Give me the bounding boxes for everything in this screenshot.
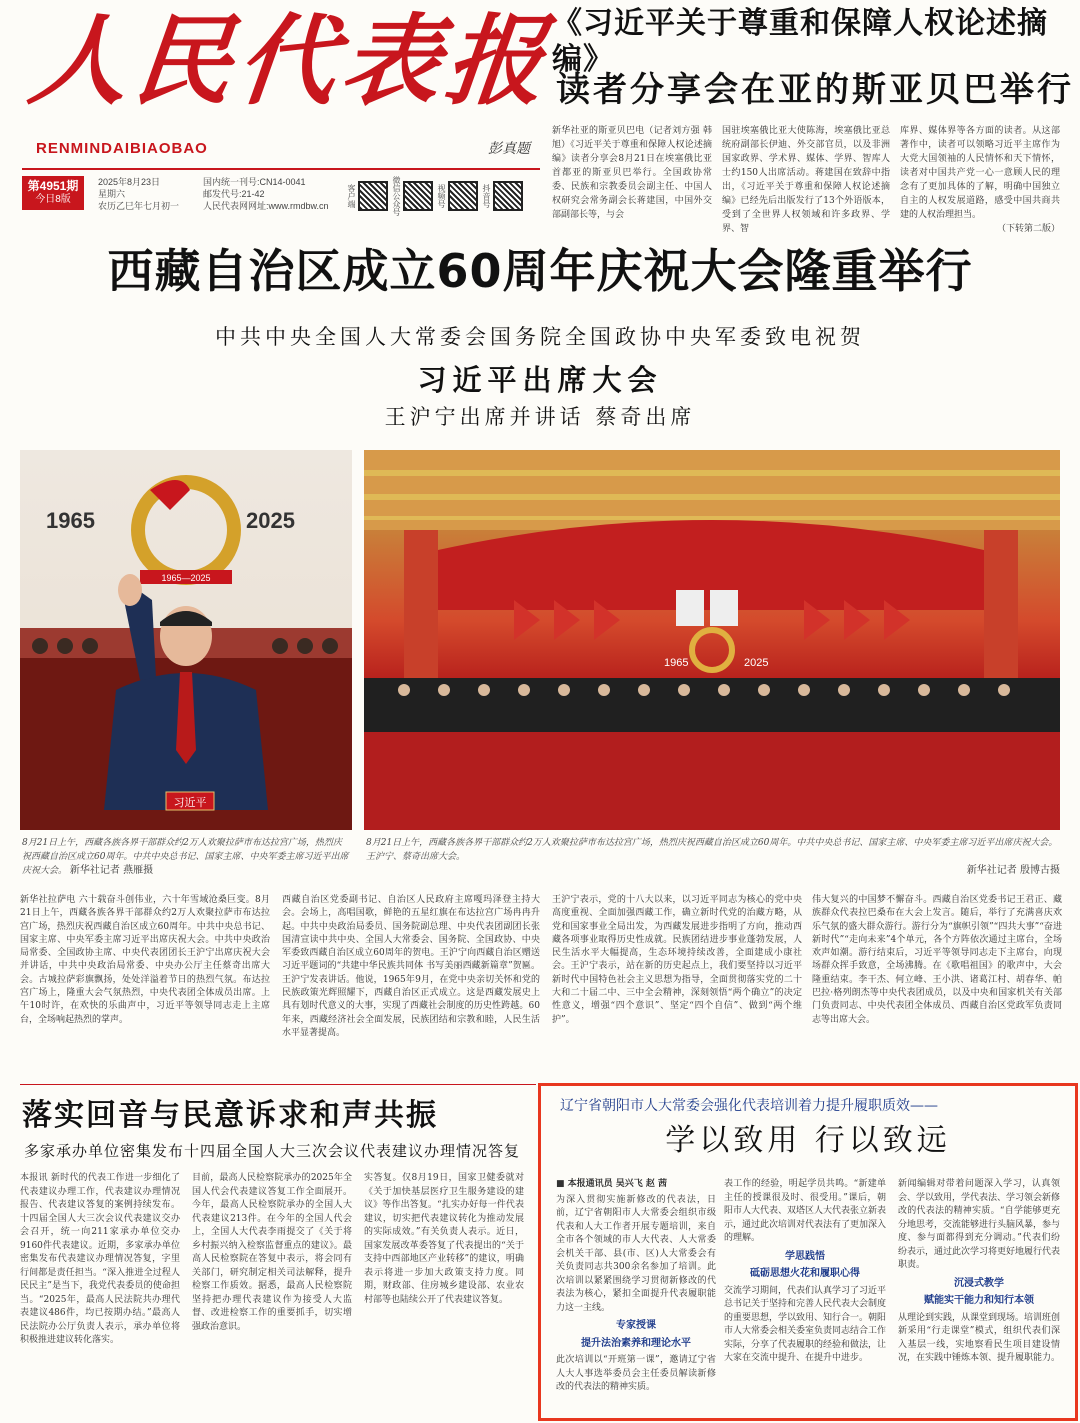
red-carpet	[364, 732, 1060, 830]
top-story-col-3	[900, 124, 1060, 236]
right-col-1b-text: 此次培训以“开班第一课”，邀请辽宁省人大人事选举委员会主任委员解读新修改的代表法的精神实质。	[556, 1355, 716, 1392]
page-count: 今日8版	[35, 194, 71, 205]
main-subhead-3: 王沪宁出席并讲话 蔡奇出席	[384, 405, 696, 429]
right-col-1-text: 为深入贯彻实施新修改的代表法，日前，辽宁省朝阳市人大常委会组织市级代表和人大工作者开展专题培训，来自全市各个领域的市人大代表、人大常委会机关干部、县(市、区)人大常委会有关负责同志共300余名参加了培训。此次培训以紧紧围绕学习贯彻新修改的代表法为核心，紧扣全面提升代表履职能力这一主线。	[556, 1194, 716, 1313]
date-weekday: 星期六	[98, 189, 126, 199]
main-subhead-1: 中共中央全国人大常委会国务院全国政协中央军委致电祝贺	[215, 325, 865, 349]
right-story-col-2	[724, 1178, 886, 1366]
left-story-headline[interactable]: 落实回音与民意诉求和声共振	[22, 1098, 438, 1133]
top-story-headline-2[interactable]: 读者分享会在亚的斯亚贝巴举行	[556, 70, 1074, 110]
photo-1-caption	[22, 836, 350, 878]
issue-info-bar	[22, 168, 540, 214]
portrait-1	[676, 590, 704, 626]
left-story-col-2: 目前，最高人民检察院承办的2025年全国人代会代表建议答复工作全面展开。今年，最高人民检察院承办的全国人大代表建议213件。在今年的全国人代会上，全国人大代表李雨提交了《关于将乡村振兴纳入检察监督重点的建议》。最高人民检察院在答复中表示，将会同有关部门，研究制定相关司法解释，提升检察工作质效。据悉，最高人民检察院坚持把办理代表建议作为接受人大监督、改进检察工作的重要抓手，切实增强政治意识。	[192, 1173, 352, 1332]
qr-code-item[interactable]: 抖音号	[482, 176, 523, 216]
left-story-col-3: 实答复。仅8月19日，国家卫健委就对《关于加快基层医疗卫生服务建设的建议》等作出答复。“扎实办好每一件代表建议，切实把代表建议转化为推动发展的实际成效。”有关负责人表示。近日，国家发展改革委答复了代表提出的“关于支持中西部地区产业转移”的建议，明确表示将进一步加大政策支持力度。同期，财政部、住房城乡建设部、农业农村部等也陆续公开了代表建议答复。	[364, 1173, 524, 1305]
qr-code-icon	[403, 181, 433, 211]
nameplate-text: 习近平	[173, 796, 207, 809]
date-gregorian: 2025年8月23日	[98, 177, 161, 187]
newspaper-logo: 人民代表报	[24, 4, 557, 119]
main-body-col-4: 伟大复兴的中国梦不懈奋斗。西藏自治区党委书记王君正、藏族群众代表拉巴桑布在大会上发言。随后，举行了充满喜庆欢乐气氛的盛大群众游行。游行分为“旗帜引领”“四共大事”“奋进新时代”“走向未来”4个单元，各个方阵依次通过主席台，全场欢声如潮。游行结束后，习近平等领导同志走下主席台，向现场群众挥手致意，全场沸腾。在《歌唱祖国》的歌声中，大会隆重结束。李干杰、何立峰、王小洪、诸葛江村、胡春华、帕巴拉·格列朗杰等中央代表团成员，以及中央和国家机关有关部门负责同志、中央代表团全体成员、西藏自治区党政军负责同志等出席大会。	[812, 895, 1062, 1025]
right-col-3b-text: 从理论到实践，从课堂到现场。培训班创新采用“行走课堂”模式，组织代表们深入基层一线，实地察看民生项目建设情况，在实践中锤炼本领、提升履职能力。	[898, 1312, 1061, 1363]
right-col-2b-text: 交流学习期间，代表们认真学习了习近平总书记关于坚持和完善人民代表大会制度的重要思想，学以致用、知行合一。朝阳市人大常委会相关委室负责同志结合工作实际，分享了代表履职的经验和做法，让大家在交流中提升、在提升中进步。	[724, 1285, 887, 1363]
postal-code: 邮发代号:21-42	[203, 189, 265, 199]
top-story-headline[interactable]: 《习近平关于尊重和保障人权论述摘编》	[552, 6, 1048, 77]
caption-1-text: 8月21日上午，西藏各族各界干部群众约2万人欢聚拉萨市布达拉宫广场，热烈庆祝西藏自治区成立60周年。中共中央总书记、国家主席、中央军委主席习近平出席庆祝大会。	[22, 838, 349, 876]
photo-2-caption	[366, 836, 1060, 878]
right-story-col-3	[898, 1178, 1060, 1366]
qr-codes	[347, 176, 523, 216]
right-subhead-2: 学思践悟	[785, 1250, 825, 1262]
photo-celebration-stage[interactable]	[364, 450, 1060, 830]
qr-code-icon	[493, 181, 523, 211]
photo-1-illustration	[20, 450, 352, 830]
stage-year-right: 2025	[744, 657, 769, 669]
qr-code-icon	[448, 181, 478, 211]
main-body-col-3: 王沪宁表示，党的十八大以来，以习近平同志为核心的党中央高度重视、全面加强西藏工作，确立新时代党的治藏方略，从党和国家事业全局出发，为西藏发展进步指明了方向，推动西藏各项事业取得历史性成就。民族团结进步事业蓬勃发展，人民生活水平大幅提高，生态环境持续改善，全面建成小康社会。王沪宁表示，站在新的历史起点上，我们要坚持以习近平新时代中国特色社会主义思想为指导，全面贯彻落实党的二十大和二十届二中、三中全会精神，深刻领悟“两个确立”的决定性意义，增强“四个意识”、坚定“四个自信”、做到“两个维护”。	[552, 895, 802, 1025]
main-body-col-1: 新华社拉萨电 六十载奋斗创伟业，六十年雪域沧桑巨变。8月21日上午，西藏各族各界干部群众约2万人欢聚拉萨市布达拉宫广场，热烈庆祝西藏自治区成立60周年。中共中央总书记、国家主席、中央军委主席习近平出席庆祝大会。中共中央政治局常委、全国政协主席、中央代表团团长王沪宁出席庆祝大会并讲话，中共中央政治局常委、中央办公厅主任蔡奇出席大会。古城拉萨彩旗飘扬，处处洋溢着节日的热烈气氛。布达拉宫广场上，隆重大会气氛热烈，中央代表团全体成员出席。上午10时许，在欢快的乐曲声中，习近平等领导同志走上主席台，全场响起热烈的掌声。	[20, 895, 270, 1025]
right-story-col-1	[556, 1178, 716, 1395]
photo-leader-waving[interactable]	[20, 450, 352, 830]
right-col-2-text: 表工作的经验，明起学员共鸣。“新建单主任的授课很及时、很受用。”课后，朝阳市人大代表、双塔区人大代表张立新表示，通过此次培训对代表法有了更加深入的理解。	[724, 1179, 887, 1243]
qr-code-item[interactable]: 视频号	[437, 176, 478, 216]
right-subhead-3b: 赋能实干能力和知行本领	[924, 1295, 1034, 1306]
qr-code-item[interactable]: 客户端	[347, 176, 388, 216]
top-story-col-1: 新华社亚的斯亚贝巴电（记者刘方强 韩旭）《习近平关于尊重和保障人权论述摘编》读者分享会8月21日在埃塞俄比亚首都亚的斯亚贝巴举行。全国政协常委、民族和宗教委员会副主任、中国人权研究会常务副会长蒋建国，中国外交部副部长等，与会	[552, 126, 712, 220]
year-left: 1965	[46, 508, 95, 533]
main-headline[interactable]: 西藏自治区成立60周年庆祝大会隆重举行	[107, 244, 973, 298]
anniversary-emblem	[138, 482, 234, 578]
left-story-subhead: 多家承办单位密集发布十四届全国人大三次会议代表建议办理情况答复	[24, 1142, 521, 1160]
emblem-badge-text: 1965—2025	[161, 573, 211, 583]
issue-badge	[22, 176, 84, 210]
right-subhead-3: 沉浸式教学	[954, 1277, 1004, 1289]
photo-1-credit: 新华社记者 燕雁摄	[69, 865, 154, 876]
right-story-headline[interactable]: 学以致用 行以致远	[665, 1123, 951, 1158]
stage-year-left: 1965	[664, 657, 689, 669]
byline: ■ 本报通讯员 吴兴飞 赵 茜	[556, 1179, 668, 1189]
photo-2-illustration	[364, 450, 1060, 830]
right-subhead-2b: 砥砺思想火花和履职心得	[750, 1268, 860, 1279]
right-col-3-text: 新闻编辑对带着问题深入学习，认真领会、学以致用，学代表法、学习领会新修改的代表法的精神实质。“自学能够更充分地思考，交流能够进行头脑风暴，参与度、参与面都得到充分调动。”代表们纷纷表示，通过此次学习将更好地履行代表职责。	[898, 1179, 1061, 1270]
right-subhead-1: 专家授课	[616, 1320, 656, 1331]
person-hair	[160, 611, 212, 626]
right-subhead-1b: 提升法治素养和理论水平	[581, 1337, 691, 1349]
issue-number: 第4951期	[27, 179, 79, 193]
top-story-col-2: 国驻埃塞俄比亚大使陈海，埃塞俄比亚总统府副部长伊迪、外交部官员，以及非洲国家政界、学术界、媒体、学界、智库人士约150人出席活动。蒋建国在致辞中指出，《习近平关于尊重和保障人权论述摘编》已经先后出版发行了13个外语版本，受到了全世界人权领域和许多政界、学界、智	[722, 126, 890, 234]
main-subhead-2: 习近平出席大会	[417, 363, 663, 397]
continued-note[interactable]: （下转第二版）	[996, 224, 1060, 234]
calligraphy-signature: 彭真题	[488, 141, 530, 157]
date-lunar: 农历乙巳年七月初一	[98, 201, 180, 211]
year-right: 2025	[246, 508, 295, 533]
caption-2-text: 8月21日上午，西藏各族各界干部群众约2万人欢聚拉萨市布达拉宫广场，热烈庆祝西藏自治区成立60周年。中共中央总书记、国家主席、中央军委主席习近平出席庆祝大会。王沪宁、蔡奇出席大会。	[366, 838, 1058, 862]
top-story-col-3-text: 库界、媒体界等各方面的读者。从这部著作中，读者可以领略习近平主席作为大党大国领袖的人民情怀和天下情怀，读者对中国共产党一心一意顾人民的理念有了更加具体的了解，明确中国独立自主的人权发展道路，感受中国共商共建的人权治理担当。	[900, 126, 1060, 220]
rostrum-people	[364, 678, 1060, 732]
section-divider	[20, 1084, 536, 1085]
publication-code: 国内统一刊号:CN14-0041	[203, 177, 306, 187]
right-story-kicker: 辽宁省朝阳市人大常委会强化代表培训着力提升履职质效——	[560, 1098, 938, 1114]
left-story-col-1: 本报讯 新时代的代表工作进一步细化了代表建议办理工作，代表建议办理情况报告、代表建议答复的案例持续发布。十四届全国人大三次会议代表建议交办会召开，统一向211家承办单位交办9160件代表建议。近期，多家承办单位密集发布代表建议办理情况答复，字里行间都是责任担当。“深入推进全过程人民民主”是当下，我党代表委员的使命担当。“2025年，最高人民法院共办理代表建议486件，均已按期办结。”最高人民法院办公厅负责人表示，承办单位将积极推进建议转化落实。	[20, 1173, 180, 1345]
hand-waving	[118, 574, 142, 606]
stage-emblem	[692, 630, 732, 670]
publication-codes	[203, 176, 343, 212]
qr-code-icon	[358, 181, 388, 211]
date-block	[98, 176, 193, 212]
main-body-col-2: 西藏自治区党委副书记、自治区人民政府主席嘎玛泽登主持大会。会场上，高唱国歌，鲜艳的五星红旗在布达拉宫广场冉冉升起。中共中央政治局委员、国务院副总理、中央代表团副团长张国清宣读中共中央、全国人大常委会、国务院、全国政协、中央军委致西藏自治区成立60周年的贺电。王沪宁向西藏自治区赠送习近平题词的“共建中华民族共同体 书写美丽西藏新篇章”贺匾。王沪宁发表讲话。他说，1965年9月，在党中央亲切关怀和党的民族政策光辉照耀下，西藏自治区正式成立。这是西藏发展史上具有划时代意义的大事，实现了西藏社会制度的历史性跨越。60年来，西藏经济社会全面发展，民族团结和宗教和睦，人民生活水平显著提高。	[282, 895, 540, 1038]
website[interactable]: 人民代表网网址:www.rmdbw.cn	[203, 201, 329, 211]
portrait-2	[710, 590, 738, 626]
newspaper-pinyin: RENMINDAIBIAOBAO	[36, 140, 208, 157]
qr-code-item[interactable]: 微信公众号	[392, 176, 433, 216]
photo-2-credit: 新华社记者 殷博古摄	[966, 865, 1060, 876]
